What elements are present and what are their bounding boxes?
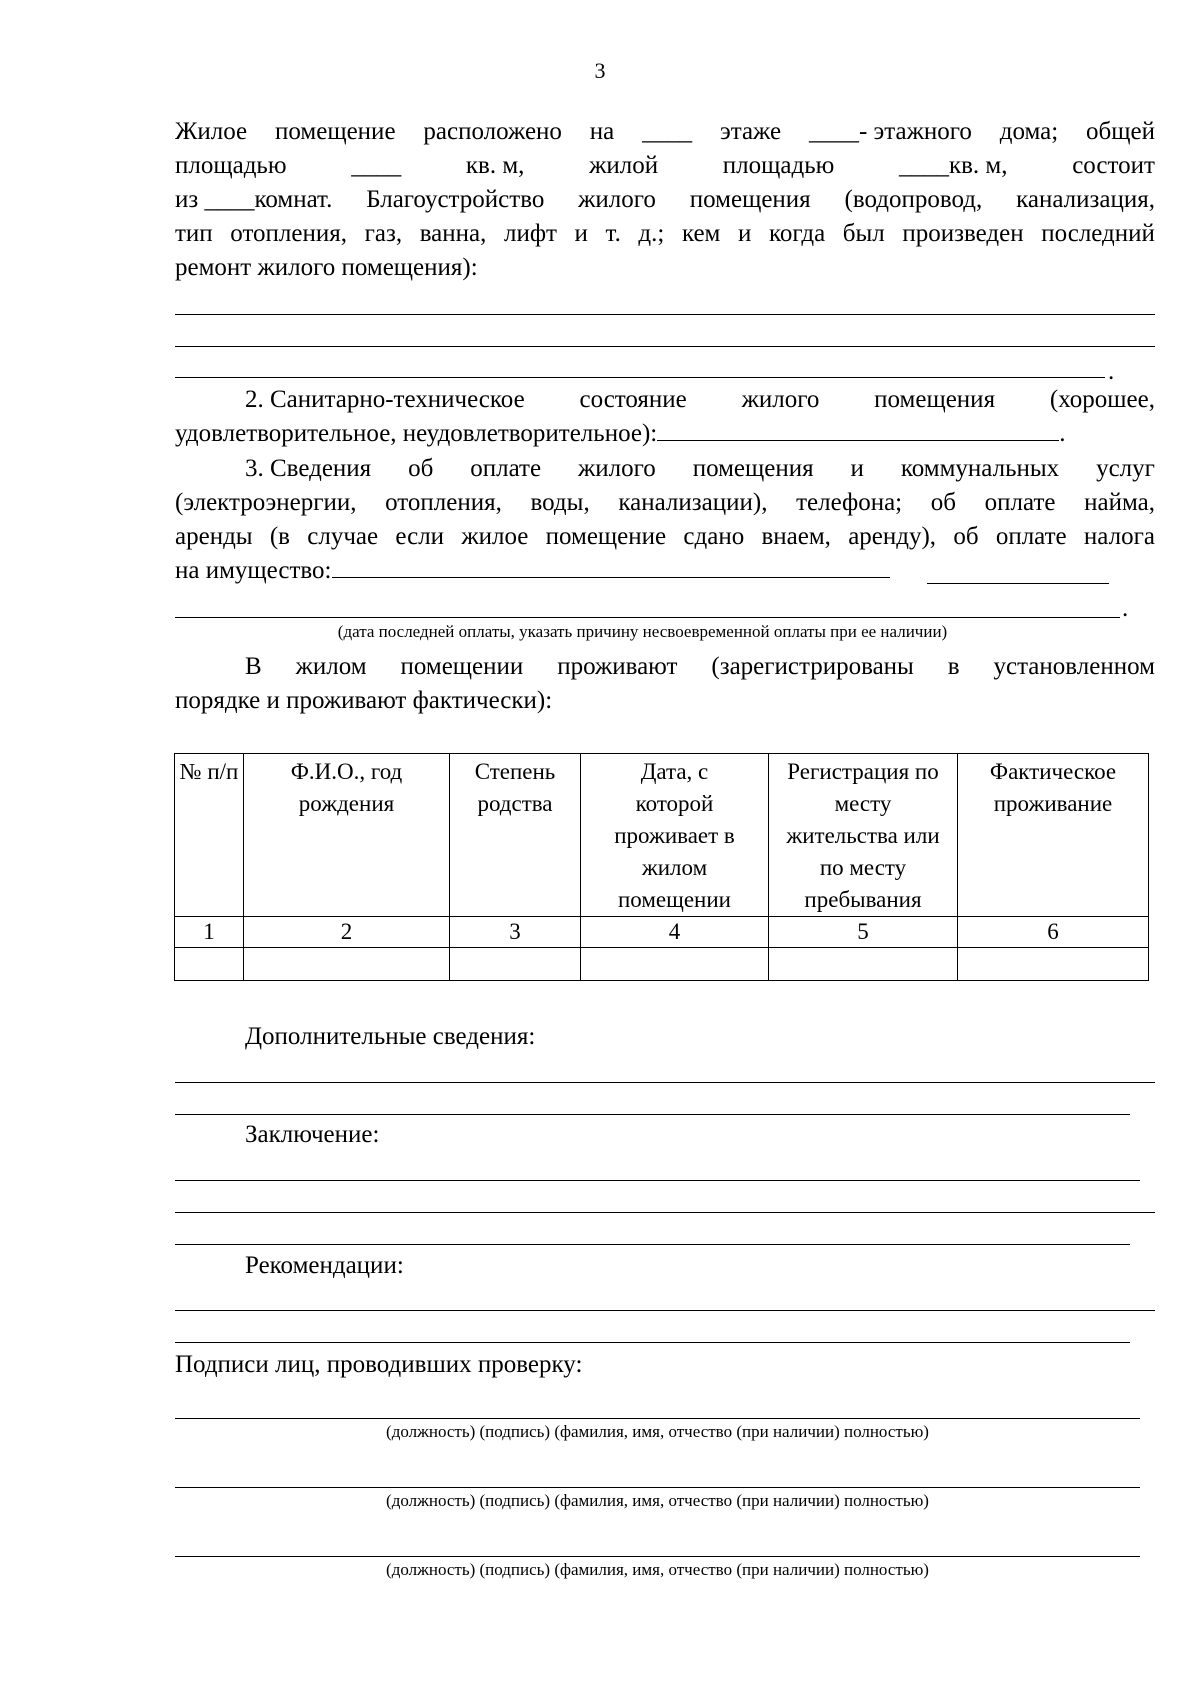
fill-line[interactable] xyxy=(175,346,1155,347)
p1-line4 xyxy=(175,218,1155,250)
text: жилой xyxy=(589,152,659,179)
text: кв. м, xyxy=(465,152,525,179)
text: дома; xyxy=(999,118,1059,145)
fill-line[interactable] xyxy=(175,1180,1140,1181)
text: аренды xyxy=(175,523,253,550)
text: проживают xyxy=(557,653,678,680)
text: об xyxy=(930,489,956,516)
text: состоит xyxy=(1072,152,1155,179)
text: д.; xyxy=(638,220,665,247)
text: 3. Сведения xyxy=(245,455,372,482)
fill-line[interactable] xyxy=(175,1114,1130,1115)
p3-line4 xyxy=(175,555,890,587)
text: оплате xyxy=(995,523,1067,550)
p1-line5: ремонт жилого помещения): xyxy=(175,254,478,281)
fill-line[interactable] xyxy=(175,1310,1155,1311)
text: ____кв. м, xyxy=(898,152,1008,179)
header-cell: Ф.И.О., год рождения xyxy=(244,754,450,917)
recommendations-heading: Рекомендации: xyxy=(245,1252,404,1279)
text: состояние xyxy=(579,386,687,413)
text: внаем, xyxy=(761,523,831,550)
text: аренду), xyxy=(848,523,937,550)
text: канализации), xyxy=(618,489,768,516)
text: помещение xyxy=(545,523,667,550)
text: отопления, xyxy=(385,489,502,516)
signature-line[interactable] xyxy=(175,1556,1140,1557)
text: помещения xyxy=(692,455,814,482)
text: коммунальных xyxy=(900,455,1060,482)
text: удовлетворительное, неудовлетворительное): xyxy=(175,420,658,447)
fill-blank[interactable] xyxy=(657,418,1059,441)
p1-line1 xyxy=(175,116,1155,148)
number-cell: 6 xyxy=(958,917,1149,948)
text: налога xyxy=(1083,523,1155,550)
text: на имущество: xyxy=(175,557,332,584)
text: ванна, xyxy=(419,220,487,247)
header-cell: № п/п xyxy=(175,754,244,917)
text: телефона; xyxy=(796,489,903,516)
p3-line1 xyxy=(245,453,1155,485)
text: газ, xyxy=(364,220,403,247)
text: на xyxy=(589,118,615,145)
text: общей xyxy=(1086,118,1155,145)
table-cell[interactable] xyxy=(244,948,450,981)
number-cell: 2 xyxy=(244,917,450,948)
text: установленном xyxy=(993,653,1155,680)
fill-line[interactable] xyxy=(175,377,1105,378)
p3-line3 xyxy=(175,521,1155,553)
fill-line[interactable] xyxy=(175,1082,1155,1083)
table-number-row xyxy=(175,917,1149,948)
fill-line[interactable] xyxy=(175,1244,1130,1245)
text: (водопровод, xyxy=(844,186,983,213)
end-dot: . xyxy=(1122,595,1129,622)
number-cell: 4 xyxy=(581,917,769,948)
text: кем xyxy=(681,220,721,247)
fill-line[interactable] xyxy=(175,1212,1155,1213)
text: сдано xyxy=(683,523,745,550)
text: Благоустройство xyxy=(366,186,545,213)
text: помещение xyxy=(275,118,396,145)
text: жилое xyxy=(461,523,529,550)
additional-heading: Дополнительные сведения: xyxy=(245,1023,536,1050)
text: расположено xyxy=(423,118,562,145)
header-cell: Степень родства xyxy=(450,754,581,917)
text: найма, xyxy=(1084,489,1155,516)
number-cell: 1 xyxy=(175,917,244,948)
text: В xyxy=(245,653,262,680)
signature-line[interactable] xyxy=(175,1487,1140,1488)
text: канализация, xyxy=(1016,186,1155,213)
text: об xyxy=(408,455,434,482)
residents-line1 xyxy=(245,651,1155,683)
text: и xyxy=(850,455,864,482)
text: ____ xyxy=(642,118,693,145)
text: если xyxy=(395,523,445,550)
number-cell: 5 xyxy=(769,917,958,948)
text: случае xyxy=(307,523,379,550)
fill-line[interactable] xyxy=(175,617,1120,618)
signature-caption: (должность) (подпись) (фамилия, имя, отчество (при наличии) полностью) xyxy=(386,1491,929,1510)
text: помещения xyxy=(689,186,811,213)
text: произведен xyxy=(902,220,1024,247)
text: в xyxy=(947,653,960,680)
text: жилом xyxy=(295,653,367,680)
end-dot: . xyxy=(1108,358,1115,385)
fill-blank[interactable] xyxy=(332,555,890,578)
fill-line[interactable] xyxy=(175,314,1155,315)
residents-line2: порядке и проживают фактически): xyxy=(175,687,553,714)
text: тип xyxy=(175,220,213,247)
text: (хорошее, xyxy=(1049,386,1155,413)
text: Жилое xyxy=(175,118,248,145)
table-row xyxy=(175,948,1149,981)
text: лифт xyxy=(503,220,557,247)
p2-line2 xyxy=(175,418,1066,450)
header-cell: Регистрация по месту жительства или по месту пребывания xyxy=(769,754,958,917)
text: помещении xyxy=(400,653,524,680)
text: . xyxy=(1059,420,1066,447)
table-cell[interactable] xyxy=(450,948,581,981)
table-cell[interactable] xyxy=(581,948,769,981)
text: жилого xyxy=(578,186,656,213)
text: и xyxy=(737,220,752,247)
text: оплате xyxy=(470,455,542,482)
signature-line[interactable] xyxy=(175,1418,1140,1419)
text: последний xyxy=(1041,220,1155,247)
text: жилого xyxy=(578,455,656,482)
table-header-row xyxy=(175,754,1149,917)
signature-caption: (должность) (подпись) (фамилия, имя, отчество (при наличии) полностью) xyxy=(386,1422,929,1441)
text: (электроэнергии, xyxy=(175,489,357,516)
residents-table xyxy=(174,753,1149,981)
text: об xyxy=(953,523,979,550)
text: площадью xyxy=(175,152,287,179)
text: (в xyxy=(269,523,290,550)
text: и xyxy=(574,220,588,247)
text: услуг xyxy=(1096,455,1155,482)
header-cell: Фактическое проживание xyxy=(958,754,1149,917)
text: 2. Санитарно-техническое xyxy=(245,386,525,413)
text: отопления, xyxy=(230,220,348,247)
text: т. xyxy=(605,220,621,247)
header-cell: Дата, с которой проживает в жилом помещении xyxy=(581,754,769,917)
fill-line[interactable] xyxy=(175,1342,1130,1343)
table-cell[interactable] xyxy=(175,948,244,981)
p3-line2 xyxy=(175,487,1155,519)
text: площадью xyxy=(722,152,835,179)
page-number: 3 xyxy=(594,58,606,83)
text: из ____комнат. xyxy=(175,186,333,213)
text: когда xyxy=(768,220,826,247)
signature-caption: (должность) (подпись) (фамилия, имя, отчество (при наличии) полностью) xyxy=(386,1560,929,1579)
p1-line2 xyxy=(175,150,1155,182)
text: жилого xyxy=(741,386,820,413)
text: этаже xyxy=(719,118,782,145)
table-cell[interactable] xyxy=(769,948,958,981)
conclusion-heading: Заключение: xyxy=(245,1121,380,1148)
payment-caption: (дата последней оплаты, указать причину несвоевременной оплаты при ее наличии) xyxy=(337,622,948,641)
table-cell[interactable] xyxy=(958,948,1149,981)
number-cell: 3 xyxy=(450,917,581,948)
text: воды, xyxy=(530,489,590,516)
text: был xyxy=(842,220,885,247)
fill-line[interactable] xyxy=(927,583,1109,584)
text: (зарегистрированы xyxy=(711,653,914,680)
p2-line1 xyxy=(245,384,1155,416)
text: помещения xyxy=(874,386,996,413)
text: ____- этажного xyxy=(808,118,972,145)
text: ____ xyxy=(351,152,402,179)
signatures-heading: Подписи лиц, проводивших проверку: xyxy=(175,1351,583,1378)
text: оплате xyxy=(984,489,1056,516)
p1-line3 xyxy=(175,184,1155,216)
